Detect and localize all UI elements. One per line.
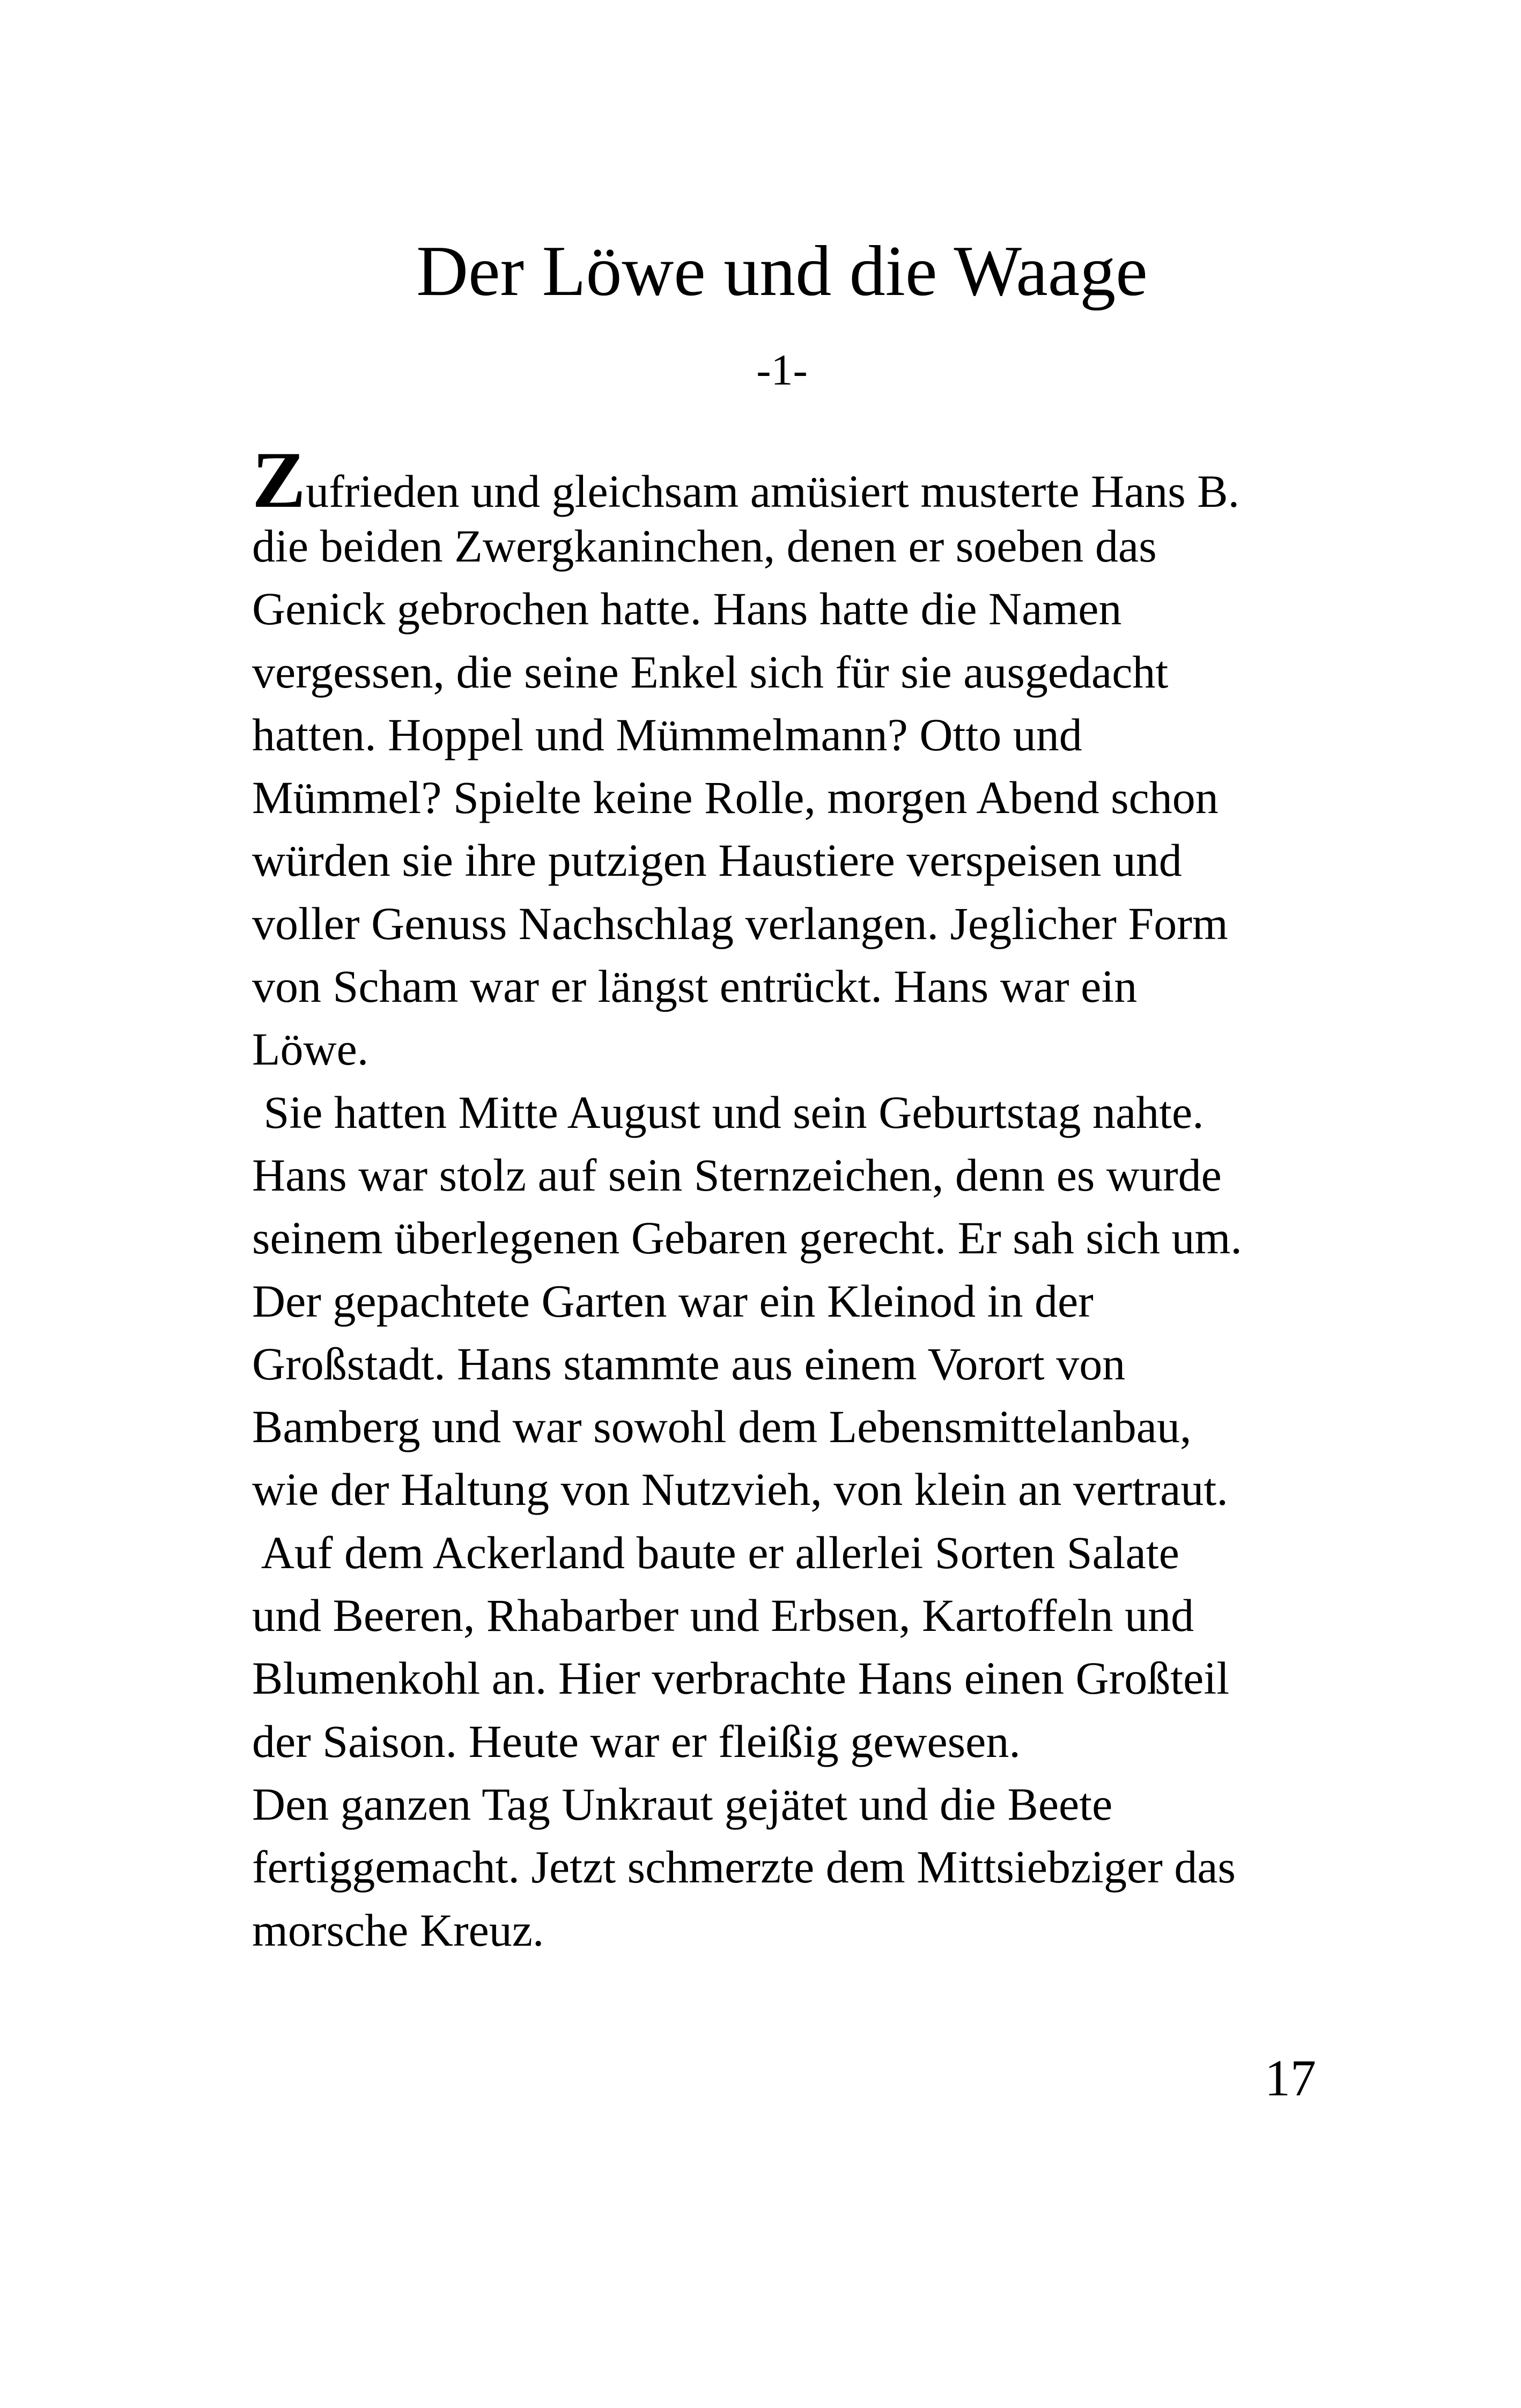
text-line: Großstadt. Hans stammte aus einem Vorort von <box>252 1338 1126 1390</box>
text-line: fertiggemacht. Jetzt schmerzte dem Mittsiebziger das <box>252 1841 1236 1893</box>
text-line: Blumenkohl an. Hier verbrachte Hans einen Großteil <box>252 1652 1230 1704</box>
page-number: 17 <box>1265 2049 1316 2107</box>
text-line: seinem überlegenen Gebaren gerecht. Er sah sich um. <box>252 1212 1242 1264</box>
text-line: Sie hatten Mitte August und sein Geburtstag nahte. <box>252 1086 1204 1138</box>
text-line: hatten. Hoppel und Mümmelmann? Otto und <box>252 708 1082 760</box>
text-line: Hans war stolz auf sein Sternzeichen, denn es wurde <box>252 1149 1222 1201</box>
chapter-number: -1- <box>756 345 808 394</box>
text-line: Mümmel? Spielte keine Rolle, morgen Abend schon <box>252 772 1219 824</box>
chapter-title: Der Löwe und die Waage <box>416 231 1148 311</box>
drop-cap: Z <box>252 435 306 525</box>
text-line: Löwe. <box>252 1023 369 1075</box>
text-line: Auf dem Ackerland baute er allerlei Sorten Salate <box>252 1526 1179 1578</box>
text-line: der Saison. Heute war er fleißig gewesen. <box>252 1715 1021 1767</box>
text-line: Genick gebrochen hatte. Hans hatte die Namen <box>252 583 1122 635</box>
body-text <box>252 435 1325 1962</box>
text-line: würden sie ihre putzigen Haustiere verspeisen und <box>252 834 1182 887</box>
text-line: wie der Haltung von Nutzvieh, von klein an vertraut. <box>252 1464 1228 1516</box>
text-line: von Scham war er längst entrückt. Hans war ein <box>252 961 1138 1013</box>
text-line: die beiden Zwergkaninchen, denen er soeben das <box>252 520 1157 572</box>
text-line: vergessen, die seine Enkel sich für sie ausgedacht <box>252 646 1169 698</box>
text-line: Den ganzen Tag Unkraut gejätet und die Beete <box>252 1778 1113 1830</box>
first-line-text: ufrieden und gleichsam amüsiert musterte Hans B. <box>306 466 1240 517</box>
text-line: Der gepachtete Garten war ein Kleinod in der <box>252 1275 1094 1327</box>
text-line: voller Genuss Nachschlag verlangen. Jeglicher Form <box>252 897 1228 949</box>
text-line: morsche Kreuz. <box>252 1904 544 1956</box>
text-line: und Beeren, Rhabarber und Erbsen, Kartoffeln und <box>252 1590 1194 1642</box>
text-line <box>252 435 1325 525</box>
text-line: Bamberg und war sowohl dem Lebensmittelanbau, <box>252 1401 1192 1453</box>
